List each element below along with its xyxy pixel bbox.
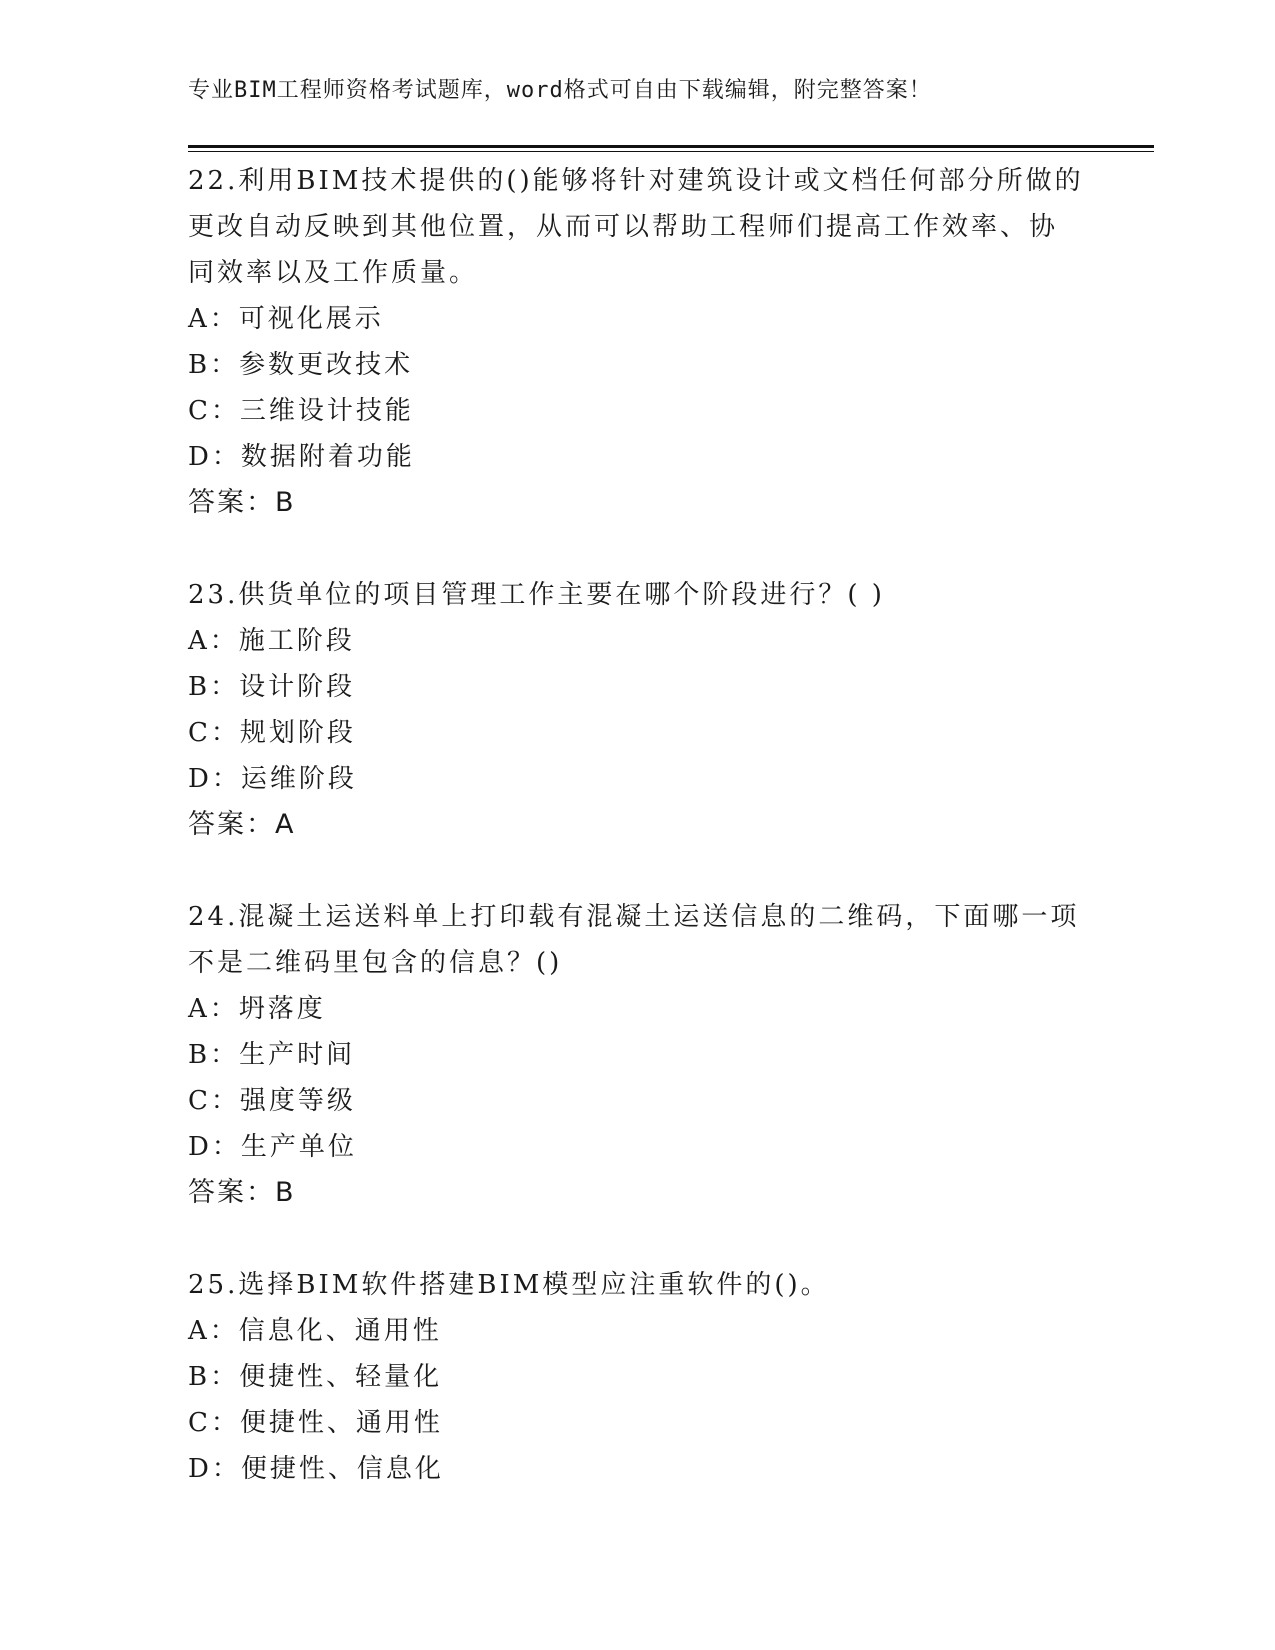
answer-line: 答案：B <box>188 487 296 518</box>
option-a: A：施工阶段 <box>188 626 355 656</box>
option-b: B：设计阶段 <box>188 672 356 702</box>
question-22 <box>188 158 1088 526</box>
question-stem: 23.供货单位的项目管理工作主要在哪个阶段进行？( ) <box>188 580 885 610</box>
option-a: A：坍落度 <box>188 994 326 1024</box>
answer-line: 答案：B <box>188 1177 296 1208</box>
spacer <box>188 1216 1088 1262</box>
option-a: A：信息化、通用性 <box>188 1316 442 1346</box>
option-d: D：生产单位 <box>188 1132 357 1162</box>
header-rule-thick <box>188 145 1154 148</box>
option-c: C：便捷性、通用性 <box>188 1408 443 1438</box>
question-23 <box>188 572 1088 848</box>
answer-line: 答案：A <box>188 809 296 840</box>
option-c: C：强度等级 <box>188 1086 356 1116</box>
page-header: 专业BIM工程师资格考试题库，word格式可自由下载编辑，附完整答案！ <box>188 78 932 103</box>
header-rule-thin <box>188 151 1154 152</box>
option-a: A：可视化展示 <box>188 304 384 334</box>
option-b: B：参数更改技术 <box>188 350 414 380</box>
option-d: D：数据附着功能 <box>188 442 415 472</box>
option-c: C：规划阶段 <box>188 718 356 748</box>
question-stem: 25.选择BIM软件搭建BIM模型应注重软件的()。 <box>188 1270 830 1300</box>
option-d: D：便捷性、信息化 <box>188 1454 444 1484</box>
option-b: B：便捷性、轻量化 <box>188 1362 443 1392</box>
option-d: D：运维阶段 <box>188 764 357 794</box>
spacer <box>188 848 1088 894</box>
option-c: C：三维设计技能 <box>188 396 414 426</box>
spacer <box>188 526 1088 572</box>
option-b: B：生产时间 <box>188 1040 356 1070</box>
question-stem: 24.混凝土运送料单上打印载有混凝土运送信息的二维码，下面哪一项 不是二维码里包含的信息？() <box>188 902 1080 978</box>
question-24 <box>188 894 1088 1216</box>
question-stem: 22.利用BIM技术提供的()能够将针对建筑设计或文档任何部分所做的 更改自动反映到其他位置，从而可以帮助工程师们提高工作效率、协 同效率以及工作质量。 <box>188 166 1084 288</box>
question-25 <box>188 1262 1088 1492</box>
question-list <box>188 158 1088 1492</box>
